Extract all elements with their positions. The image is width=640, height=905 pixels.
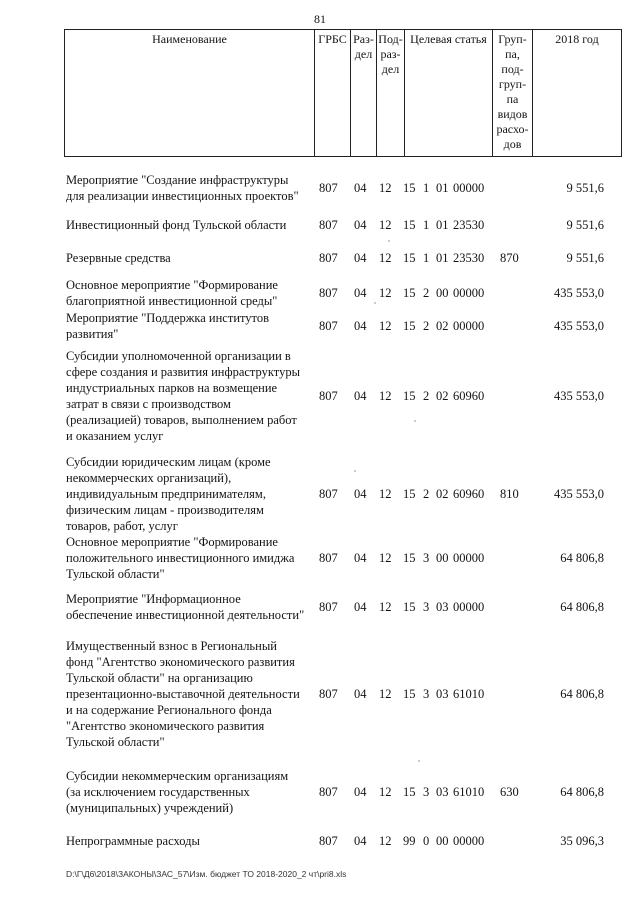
- cell-t4: 60960: [453, 487, 485, 501]
- row-name: [66, 833, 312, 849]
- cell-vr: 870: [500, 251, 519, 265]
- cell-sum: 435 553,0: [554, 319, 604, 333]
- cell-sum: 9 551,6: [566, 218, 604, 232]
- row-name-line: Непрограммные расходы: [66, 834, 200, 848]
- cell-rz: 04: [354, 286, 367, 300]
- row-name-line: Резервные средства: [66, 251, 171, 265]
- scan-speck: [414, 420, 416, 422]
- cell-t2: 3: [423, 687, 430, 701]
- row-name: [66, 217, 312, 233]
- row-name-line: Основное мероприятие "Формирование: [66, 535, 278, 549]
- cell-sum: 64 806,8: [560, 600, 604, 614]
- header-target-label: Целевая статья: [410, 32, 487, 46]
- scan-speck: [388, 240, 390, 242]
- cell-t4: 60960: [453, 389, 485, 403]
- cell-grbs: 807: [319, 834, 338, 848]
- row-name-line: Имущественный взнос в Региональный: [66, 639, 277, 653]
- cell-t4: 00000: [453, 600, 485, 614]
- row-name-line: благоприятной инвестиционной среды": [66, 294, 278, 308]
- cell-t4: 61010: [453, 785, 485, 799]
- row-name-line: "Агентство экономического развития: [66, 719, 265, 733]
- cell-grbs: 807: [319, 389, 338, 403]
- scan-speck: [354, 470, 356, 472]
- cell-t2: 2: [423, 319, 430, 333]
- row-name-line: индустриальных парков на возмещение: [66, 381, 278, 395]
- row-name-line: (за исключением государственных: [66, 785, 250, 799]
- cell-pr: 12: [379, 600, 392, 614]
- cell-t3: 02: [436, 389, 449, 403]
- header-group-line: Груп-: [498, 32, 527, 46]
- cell-rz: 04: [354, 487, 367, 501]
- scan-speck: [374, 302, 376, 304]
- row-name-line: и на содержание Регионального фонда: [66, 703, 272, 717]
- cell-t3: 03: [436, 785, 449, 799]
- cell-grbs: 807: [319, 251, 338, 265]
- header-razdel-line: Раз-: [353, 32, 374, 46]
- header-podrazdel: [377, 30, 405, 156]
- cell-rz: 04: [354, 834, 367, 848]
- cell-rz: 04: [354, 389, 367, 403]
- cell-t1: 15: [403, 251, 416, 265]
- cell-rz: 04: [354, 785, 367, 799]
- cell-pr: 12: [379, 218, 392, 232]
- cell-t1: 15: [403, 687, 416, 701]
- row-name-line: обеспечение инвестиционной деятельности": [66, 608, 305, 622]
- cell-pr: 12: [379, 785, 392, 799]
- cell-rz: 04: [354, 218, 367, 232]
- cell-t2: 3: [423, 600, 430, 614]
- cell-grbs: 807: [319, 551, 338, 565]
- row-name-line: Тульской области" на организацию: [66, 671, 253, 685]
- cell-pr: 12: [379, 687, 392, 701]
- header-group-line: видов: [497, 107, 528, 121]
- row-name: [66, 250, 312, 266]
- cell-rz: 04: [354, 687, 367, 701]
- row-name-line: Субсидии некоммерческим организациям: [66, 769, 289, 783]
- cell-t4: 23530: [453, 218, 485, 232]
- cell-t2: 2: [423, 487, 430, 501]
- row-name-line: индивидуальным предпринимателям,: [66, 487, 266, 501]
- cell-t2: 1: [423, 218, 430, 232]
- header-name-label: Наименование: [152, 32, 227, 46]
- header-podrazdel-line: дел: [381, 62, 400, 76]
- header-grbs-label: ГРБС: [318, 32, 347, 46]
- row-name: [66, 454, 312, 534]
- cell-grbs: 807: [319, 687, 338, 701]
- header-group-line: па: [506, 92, 519, 106]
- row-name-line: и оказанием услуг: [66, 429, 164, 443]
- cell-t4: 00000: [453, 834, 485, 848]
- cell-t2: 2: [423, 389, 430, 403]
- row-name-line: некоммерческих организаций),: [66, 471, 232, 485]
- header-group-line: дов: [503, 137, 522, 151]
- header-grbs: [315, 30, 351, 156]
- scan-speck: [418, 760, 420, 762]
- cell-vr: 810: [500, 487, 519, 501]
- cell-grbs: 807: [319, 785, 338, 799]
- cell-t2: 1: [423, 251, 430, 265]
- header-name: [65, 30, 315, 156]
- cell-pr: 12: [379, 251, 392, 265]
- cell-t2: 1: [423, 181, 430, 195]
- cell-t1: 15: [403, 487, 416, 501]
- header-podrazdel-line: Под-: [378, 32, 403, 46]
- cell-rz: 04: [354, 600, 367, 614]
- row-name-line: Мероприятие "Поддержка институтов: [66, 311, 270, 325]
- cell-t3: 00: [436, 834, 449, 848]
- cell-t1: 15: [403, 218, 416, 232]
- cell-grbs: 807: [319, 319, 338, 333]
- row-name-line: для реализации инвестиционных проектов": [66, 189, 299, 203]
- page-number: 81: [314, 12, 326, 26]
- header-group-line: па,: [505, 47, 520, 61]
- cell-sum: 435 553,0: [554, 286, 604, 300]
- row-name-line: Тульской области": [66, 567, 165, 581]
- cell-t3: 00: [436, 286, 449, 300]
- cell-t3: 01: [436, 218, 449, 232]
- cell-t4: 00000: [453, 551, 485, 565]
- row-name-line: затрат в связи с производством: [66, 397, 231, 411]
- cell-rz: 04: [354, 319, 367, 333]
- cell-t1: 15: [403, 389, 416, 403]
- cell-sum: 64 806,8: [560, 785, 604, 799]
- cell-t2: 3: [423, 551, 430, 565]
- header-year-label: 2018 год: [555, 32, 599, 46]
- cell-pr: 12: [379, 487, 392, 501]
- cell-t2: 2: [423, 286, 430, 300]
- row-name: [66, 638, 312, 750]
- header-razdel: [351, 30, 377, 156]
- row-name: [66, 310, 312, 342]
- cell-t4: 00000: [453, 286, 485, 300]
- header-razdel-line: дел: [354, 47, 373, 61]
- cell-t1: 99: [403, 834, 416, 848]
- row-name-line: положительного инвестиционного имиджа: [66, 551, 295, 565]
- header-group: [493, 30, 533, 156]
- cell-pr: 12: [379, 319, 392, 333]
- row-name-line: Мероприятие "Создание инфраструктуры: [66, 173, 289, 187]
- cell-t4: 61010: [453, 687, 485, 701]
- row-name-line: Субсидии юридическим лицам (кроме: [66, 455, 271, 469]
- cell-t1: 15: [403, 785, 416, 799]
- cell-rz: 04: [354, 251, 367, 265]
- cell-pr: 12: [379, 389, 392, 403]
- cell-t3: 03: [436, 687, 449, 701]
- cell-grbs: 807: [319, 218, 338, 232]
- cell-t4: 00000: [453, 319, 485, 333]
- cell-pr: 12: [379, 834, 392, 848]
- file-path-footer: D:\Г\Д6\2018\ЗАКОНЫ\ЗАС_57\Изм. бюджет ТО 2018-2020_2 чт\pri8.xls: [66, 869, 347, 879]
- row-name-line: презентационно-выставочной деятельности: [66, 687, 300, 701]
- cell-rz: 04: [354, 551, 367, 565]
- row-name-line: Инвестиционный фонд Тульской области: [66, 218, 287, 232]
- cell-pr: 12: [379, 286, 392, 300]
- table-header: [64, 29, 622, 157]
- cell-t3: 01: [436, 181, 449, 195]
- cell-sum: 435 553,0: [554, 389, 604, 403]
- row-name: [66, 591, 312, 623]
- cell-grbs: 807: [319, 286, 338, 300]
- cell-t4: 23530: [453, 251, 485, 265]
- row-name: [66, 348, 312, 444]
- row-name-line: Тульской области": [66, 735, 165, 749]
- row-name: [66, 534, 312, 582]
- row-name-line: фонд "Агентство экономического развития: [66, 655, 295, 669]
- row-name: [66, 172, 312, 204]
- row-name-line: товаров, работ, услуг: [66, 519, 178, 533]
- cell-sum: 9 551,6: [566, 251, 604, 265]
- row-name-line: Основное мероприятие "Формирование: [66, 278, 278, 292]
- header-target: [405, 30, 493, 156]
- row-name-line: развития": [66, 327, 119, 341]
- cell-t3: 02: [436, 487, 449, 501]
- cell-sum: 435 553,0: [554, 487, 604, 501]
- cell-vr: 630: [500, 785, 519, 799]
- row-name: [66, 768, 312, 816]
- cell-t2: 0: [423, 834, 430, 848]
- cell-rz: 04: [354, 181, 367, 195]
- header-group-line: груп-: [498, 77, 527, 91]
- cell-sum: 64 806,8: [560, 551, 604, 565]
- cell-t4: 00000: [453, 181, 485, 195]
- row-name-line: физическим лицам - производителям: [66, 503, 264, 517]
- cell-grbs: 807: [319, 181, 338, 195]
- cell-t1: 15: [403, 600, 416, 614]
- cell-t3: 01: [436, 251, 449, 265]
- cell-sum: 35 096,3: [560, 834, 604, 848]
- cell-t1: 15: [403, 319, 416, 333]
- cell-sum: 9 551,6: [566, 181, 604, 195]
- cell-grbs: 807: [319, 487, 338, 501]
- row-name-line: (реализацией) товаров, выполнением работ: [66, 413, 297, 427]
- header-group-line: под-: [501, 62, 524, 76]
- row-name-line: Мероприятие "Информационное: [66, 592, 241, 606]
- cell-grbs: 807: [319, 600, 338, 614]
- row-name-line: сфере создания и развития инфраструктуры: [66, 365, 300, 379]
- row-name-line: (муниципальных) учреждений): [66, 801, 234, 815]
- header-group-line: расхо-: [496, 122, 529, 136]
- cell-t1: 15: [403, 181, 416, 195]
- row-name: [66, 277, 312, 309]
- header-year: [533, 30, 621, 156]
- cell-t1: 15: [403, 551, 416, 565]
- cell-t3: 00: [436, 551, 449, 565]
- cell-t3: 02: [436, 319, 449, 333]
- cell-t3: 03: [436, 600, 449, 614]
- cell-pr: 12: [379, 551, 392, 565]
- cell-t1: 15: [403, 286, 416, 300]
- header-podrazdel-line: раз-: [380, 47, 401, 61]
- cell-pr: 12: [379, 181, 392, 195]
- cell-t2: 3: [423, 785, 430, 799]
- cell-sum: 64 806,8: [560, 687, 604, 701]
- row-name-line: Субсидии уполномоченной организации в: [66, 349, 291, 363]
